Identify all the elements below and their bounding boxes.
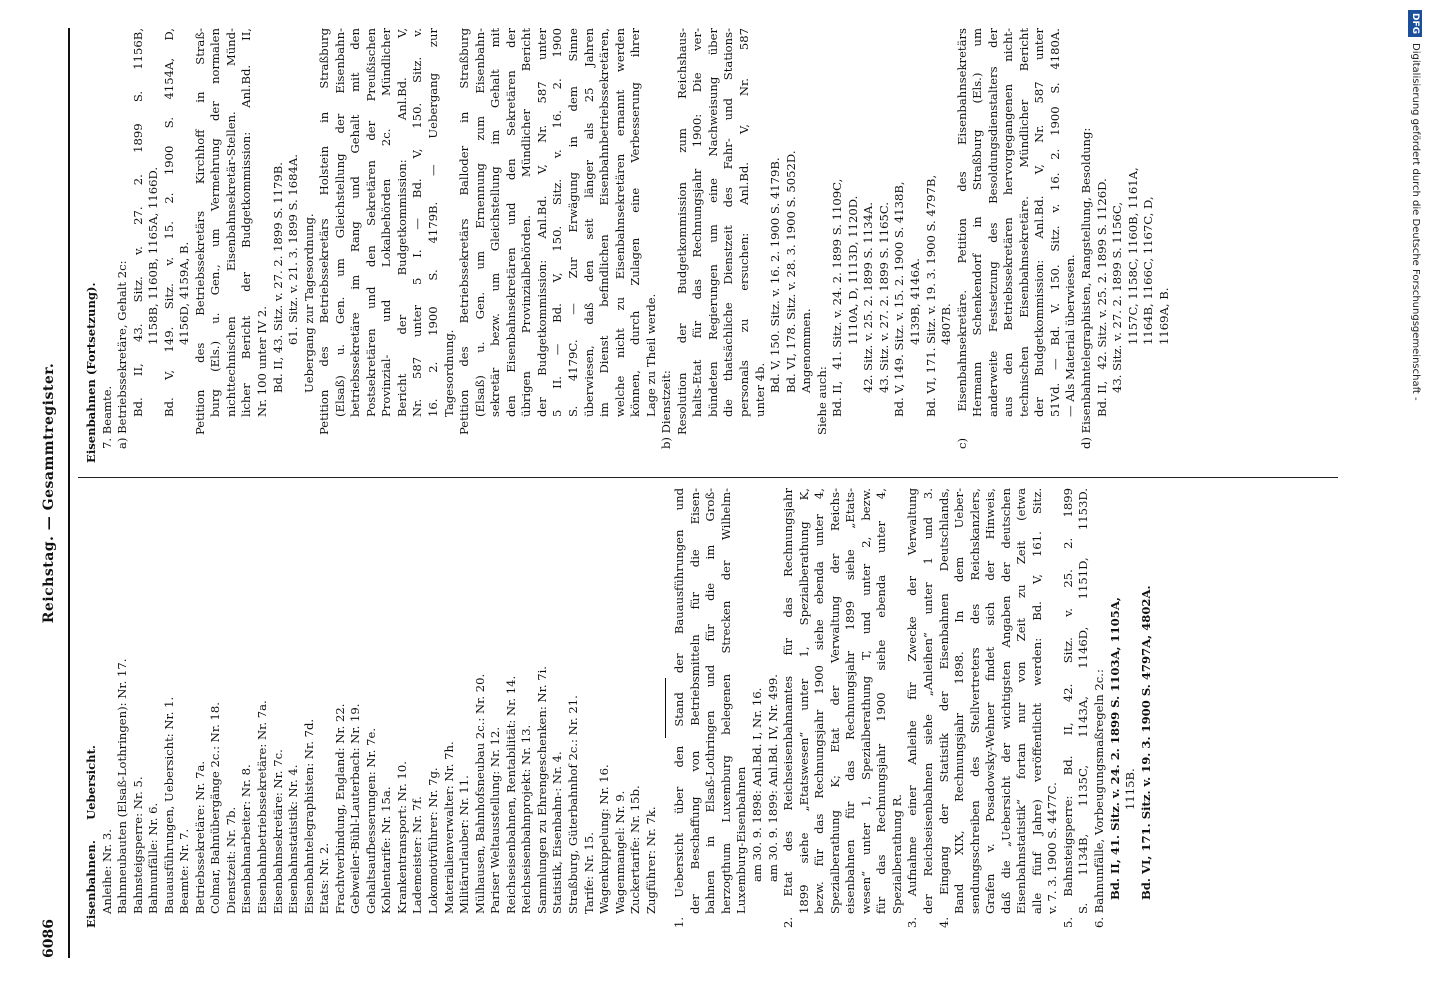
text-line: Lage zu Theil werde. (643, 293, 658, 417)
text-line: technischen Eisenbahnsekretäre. Mündlicher Bericht (1016, 28, 1031, 417)
text-line: Eisenbahntelegraphisten: Nr. 7d. (301, 718, 316, 914)
text-line: anderweite Festsetzung des Besoldungsdienstalters der (985, 28, 1000, 417)
text-line: Tarife: Nr. 15. (581, 832, 596, 914)
text-line: Krankentransport: Nr. 10. (394, 761, 409, 914)
running-title: Reichstag. — Gesammtregister. (41, 362, 57, 624)
right-column (84, 28, 1172, 463)
text-line: Bd. II, 43. Sitz. v. 27. 2. 1899 S. 1179B. (270, 162, 285, 393)
text-line: der Budgetkommission: Anl.Bd. V, Nr. 587 unter (534, 28, 549, 417)
text-line: Anleihe: Nr. 3. (99, 829, 114, 914)
text-line: herzogthum Luxemburg belegenen Strecken der Wilhelm- (718, 488, 733, 914)
text-line: 6. Bahnunfälle, Vorbeugungsmaßregeln 2c.: (1092, 669, 1106, 928)
text-line: wesen“ unter 1, Spezialberathung T, und unter 2, bezw. (858, 488, 873, 914)
text-line: 1157C, 1158C, 1160B, 1161A, (1125, 167, 1140, 345)
page-number: 6086 (41, 919, 57, 958)
text-line: Zuckertarife: Nr. 15b. (628, 785, 643, 914)
text-line: Eisenbahnen. Uebersicht. (84, 745, 98, 928)
text-line: 3. Aufnahme einer Anleihe für Zwecke der Verwaltung (905, 488, 920, 928)
text-line: Eisenbahnstatistik“ fortan nur von Zeit zu Zeit (etwa (1014, 488, 1029, 914)
text-line: Sammlungen zu Ehrengeschenken: Nr. 7i. (534, 666, 549, 914)
text-line: übrigen Provinzialbehörden. Mündlicher Bericht (519, 28, 534, 417)
text-line: 61. Sitz. v. 21. 3. 1899 S. 1684A. (286, 154, 301, 345)
text-line: Spezialberathung R. (889, 794, 904, 914)
text-line: Mülhausen, Bahnhofsneubau 2c.: Nr. 20. (472, 673, 487, 914)
text-line: licher Bericht der Budgetkommission: Anl.Bd. II, (239, 28, 254, 417)
text-line: personals zu ersuchen: Anl.Bd. V, Nr. 587 (736, 28, 751, 417)
text-line: Bd. V, 149. Sitz. v. 15. 2. 1900 S. 4138B, (892, 181, 907, 417)
text-line: 4156D, 4159A, B. (177, 241, 192, 345)
text-line: Hermann Schenkendorf in Straßburg (Els.) um (970, 28, 985, 417)
text-line: Beamte: Nr. 7. (177, 828, 192, 914)
text-line: 7. Beamte. (99, 385, 114, 449)
text-line: Bd. II, 41. Sitz. v. 24. 2. 1899 S. 1109C, (830, 178, 845, 417)
text-line: Zugführer: Nr. 7k. (643, 806, 658, 914)
text-line: Siehe auch: (814, 366, 829, 435)
credit-line (1406, 10, 1424, 990)
text-line: Statistik, Eisenbahn-: Nr. 4. (550, 751, 565, 914)
text-line: a) Betriebssekretäre, Gehalt 2c: (115, 260, 130, 449)
text-line: betriebssekretäre im Rang und Gehalt mit den (348, 28, 363, 417)
text-line: am 30. 9. 1899: Anl.Bd. IV, Nr. 499. (765, 674, 780, 882)
text-line: Petition des Betriebssekretärs Holstein in Straßburg (317, 28, 332, 435)
credit-text: Digitalisierung gefördert durch die Deutsche Forschungsgemeinschaft - (1410, 43, 1421, 401)
text-line: Kohlentarife: Nr. 15a. (379, 786, 394, 914)
text-line: überwiesen, daß den seit länger als 25 Jahren (581, 28, 596, 417)
text-line: (Elsaß) u. Gen. um Ernennung zum Eisenbahn- (472, 28, 487, 417)
text-line: aus den Betriebssekretären hervorgegangenen nicht- (1001, 28, 1016, 417)
text-line: Bd. II, 42. Sitz. v. 25. 2. 1899 S. 1126D. (1094, 178, 1109, 417)
text-line: 5 II. — Bd. V, 150. Sitz. v. 16. 2. 1900 (550, 28, 565, 417)
page-header (42, 28, 72, 958)
text-line: Wagenkuppelung: Nr. 16. (597, 764, 612, 914)
text-line: Betriebssekretäre: Nr. 7a. (192, 760, 207, 914)
text-line: Postsekretären und den Sekretären der Preußischen (363, 28, 378, 417)
text-line: der Beschaffung von Betriebsmitteln für die Eisen- (687, 488, 702, 914)
text-line: Bd. V, 149. Sitz. v. 15. 2. 1900 S. 4154A, D, (161, 28, 176, 417)
text-line: bündeten Regierungen um eine Nachweisung über (705, 28, 720, 417)
text-line: Lokomotivführer: Nr. 7g. (426, 767, 441, 914)
text-line: Grafen v. Posadowsky-Wehner findet sich der Hinweis, (983, 488, 998, 914)
text-line: im Dienst befindlichen Eisenbahnbetriebssekretären, (597, 28, 612, 417)
text-line: nichttechnischen Eisenbahnsekretär-Stellen. Münd- (223, 28, 238, 417)
text-line: Bahnsteigsperre: Nr. 5. (130, 776, 145, 914)
text-line: Gebweiler-Bühl-Lauterbach: Nr. 19. (348, 703, 363, 914)
text-line: Eisenbahnsekretäre: Nr. 7c. (270, 749, 285, 914)
text-line: sekretär bezw. um Gleichstellung im Gehalt mit (488, 28, 503, 417)
text-line: Bericht der Budgetkommission: Anl.Bd. V, (394, 28, 409, 417)
text-line: eisenbahnen für das Rechnungsjahr 1899 siehe „Etats- (843, 488, 858, 914)
text-line: 1164B, 1166C, 1167C, D, (1141, 196, 1156, 345)
text-line: Angenommen. (799, 308, 814, 393)
text-line: Bahnneubauten (Elsaß-Lothringen): Nr. 17. (115, 658, 130, 914)
text-line: Bahnunfälle: Nr. 6. (146, 802, 161, 914)
text-line: sendungsschreiben des Stellvertreters des Reichskanzlers, (967, 488, 982, 914)
text-line: 5. Bahnsteigsperre: Bd. II, 42. Sitz. v. 25. 2. 1899 (1060, 488, 1075, 928)
text-line: b) Dienstzeit: (659, 370, 674, 449)
text-line: 1899 siehe „Etatswesen“ unter 1, Spezialberathung K, (796, 488, 811, 914)
column-divider (78, 477, 1338, 478)
text-line: Petition des Betriebssekretärs Balloder in Straßburg (457, 28, 472, 435)
text-line: Etats: Nr. 2. (317, 842, 332, 914)
text-line: 51Vd. — Bd. V. 150. Sitz. v. 16. 2. 1900 S. 4180A. (1047, 28, 1062, 417)
text-line: Provinzial- und Lokalbehörden 2c. Mündlicher (379, 28, 394, 417)
text-line: 16. 2. 1900 S. 4179B. — Uebergang zur (426, 28, 441, 417)
text-line: Colmar, Bahnübergänge 2c.: Nr. 18. (208, 702, 223, 914)
text-line: Pariser Weltausstellung: Nr. 12. (488, 726, 503, 914)
text-line: 4807B. (939, 303, 954, 345)
text-line: Reichseisenbahnen, Rentabilität: Nr. 14. (503, 675, 518, 914)
left-column (84, 488, 1154, 928)
text-line: bezw. für das Rechnungsjahr 1900 siehe ebenda unter 4, (812, 488, 827, 914)
dfg-logo: DFG (1408, 10, 1422, 37)
text-line: 4139B, 4146A. (907, 258, 922, 345)
text-line: S. 1134B, 1135C, 1143A, 1146D, 1151D, 1153D. (1076, 488, 1091, 914)
text-line: Tagesordnung. (441, 329, 456, 417)
text-line: Uebergang zur Tagesordnung. (301, 213, 316, 393)
text-line: Bd. VI, 171. Sitz. v. 19. 3. 1900 S. 4797B, (923, 174, 938, 417)
text-line: Materialienverwalter: Nr. 7h. (441, 741, 456, 914)
text-line: 43. Sitz. v. 27. 2. 1899 S. 1165C. (876, 201, 891, 393)
text-line: Luxemburg-Eisenbahnen (734, 766, 749, 914)
text-line: — Als Material überwiesen. (1063, 254, 1078, 417)
text-line: Lademeister: Nr. 7f. (410, 796, 425, 914)
text-line: 43. Sitz. v. 27. 2. 1899 S. 1156C, (1110, 201, 1125, 393)
text-line: Bauausführungen, Uebersicht: Nr. 1. (161, 696, 176, 914)
header-rule (68, 28, 70, 958)
text-line: Nr. 100 unter IV 2. (255, 306, 270, 417)
text-line: Eisenbahnstatistik: Nr. 4. (286, 764, 301, 914)
text-line: 42. Sitz. v. 25. 2. 1899 S. 1134A. (861, 202, 876, 393)
text-line: 1110A, D, 1113D, 1120D. (845, 195, 860, 345)
text-line: Reichseisenbahnprojekt: Nr. 13. (519, 724, 534, 914)
text-line: am 30. 9. 1898: Anl.Bd. I, Nr. 16. (749, 687, 764, 882)
text-line: (Elsaß) u. Gen. um Gleichstellung der Eisenbahn- (332, 28, 347, 417)
text-line: Gehaltsaufbesserungen: Nr. 7e. (363, 727, 378, 914)
text-line: können, durch Zulagen eine Verbesserung ihrer (628, 28, 643, 417)
text-line: 1115B. (1123, 768, 1138, 810)
text-line: Petition des Betriebssekretärs Kirchhoff in Straß- (192, 28, 207, 435)
text-line: bahnen in Elsaß-Lothringen und für die im Groß- (703, 488, 718, 914)
text-line: Resolution der Budgetkommission zum Reichshaus- (674, 28, 689, 435)
text-line: d) Eisenbahntelegraphisten, Rangstellung, Besoldung: (1079, 127, 1093, 449)
text-line: den Eisenbahnsekretären und den Sekretären der (503, 28, 518, 417)
text-line: Eisenbahnen (Fortsetzung). (84, 282, 98, 463)
text-line: burg (Els.) u. Gen., um Vermehrung der normalen (208, 28, 223, 417)
text-line: 2. Etat des Reichseisenbahnamtes für das Rechnungsjahr (781, 488, 796, 928)
text-line: Band XIX, Rechnungsjahr 1898. In dem Ueber- (952, 488, 967, 914)
text-line: welche nicht zu Eisenbahnsekretären ernannt werden (612, 28, 627, 417)
text-line: Spezialberathung K; Etat der Verwaltung der Reichs- (827, 488, 842, 914)
text-line: 1158B, 1160B, 1165A, 1166D. (146, 166, 161, 345)
rotated-page (12, 8, 1412, 988)
text-line: 1. Uebersicht über den Stand der Bauausführungen und (672, 488, 687, 928)
text-line: S. 4179C. — Zur Erwägung in dem Sinne (565, 28, 580, 417)
text-line: Bd. VI, 178. Sitz. v. 28. 3. 1900 S. 5052D. (783, 150, 798, 393)
text-line: der Reichseisenbahnen siehe „Anleihen“ unter 1 und 3. (920, 488, 935, 914)
text-line: Bd. VI, 171. Sitz. v. 19. 3. 1900 S. 4797A, 4802A. (1138, 585, 1153, 900)
text-line: halts-Etat für das Rechnungsjahr 1900: Die ver- (690, 28, 705, 417)
text-line: unter 4b. (752, 362, 767, 417)
text-line: Frachtverbindung, England: Nr. 22. (332, 703, 347, 914)
text-line: Straßburg, Güterbahnhof 2c.: Nr. 21. (565, 695, 580, 914)
text-line: Eisenbahnbetriebssekretäre: Nr. 7a. (255, 700, 270, 914)
text-line: Dienstzeit: Nr. 7b. (223, 806, 238, 914)
text-line: c) Eisenbahnsekretäre. Petition des Eisenbahnsekretärs (954, 28, 969, 449)
text-line: der Budgetkommission: Anl.Bd. V, Nr. 587 unter (1032, 28, 1047, 417)
text-line: Nr. 587 unter 5 I. — Bd. V, 150. Sitz. v. (410, 28, 425, 417)
text-line: Militärurlauber: Nr. 11. (457, 775, 472, 914)
digitization-credit (1408, 10, 1426, 990)
text-line: v. 7. 3. 1900 S. 4477C. (1045, 782, 1060, 914)
text-line: alle fünf Jahre) veröffentlicht werden: Bd. V, 161. Sitz. (1029, 488, 1044, 914)
text-line: Bd. V, 150. Sitz. v. 16. 2. 1900 S. 4179B. (768, 157, 783, 393)
text-line: für das Rechnungsjahr 1900 siehe ebenda unter 4, (874, 488, 889, 914)
text-line: die thatsächliche Dienstzeit des Fahr- und Stations- (721, 28, 736, 417)
section-rule (665, 678, 666, 738)
text-line: Eisenbahnarbeiter: Nr. 8. (239, 764, 254, 914)
text-line: 1169A, B. (1156, 287, 1171, 345)
text-line: daß die „Uebersicht der wichtigsten Angaben der deutschen (998, 488, 1013, 914)
text-line: Bd. II, 43. Sitz. v. 27. 2. 1899 S. 1156B, (130, 28, 145, 417)
text-line: 4. Eingang der Statistik der Eisenbahnen Deutschlands, (936, 488, 951, 928)
text-line: Wagenmangel: Nr. 9. (612, 790, 627, 914)
text-line: Bd. II, 41. Sitz. v. 24. 2. 1899 S. 1103A, 1105A, (1107, 597, 1122, 900)
